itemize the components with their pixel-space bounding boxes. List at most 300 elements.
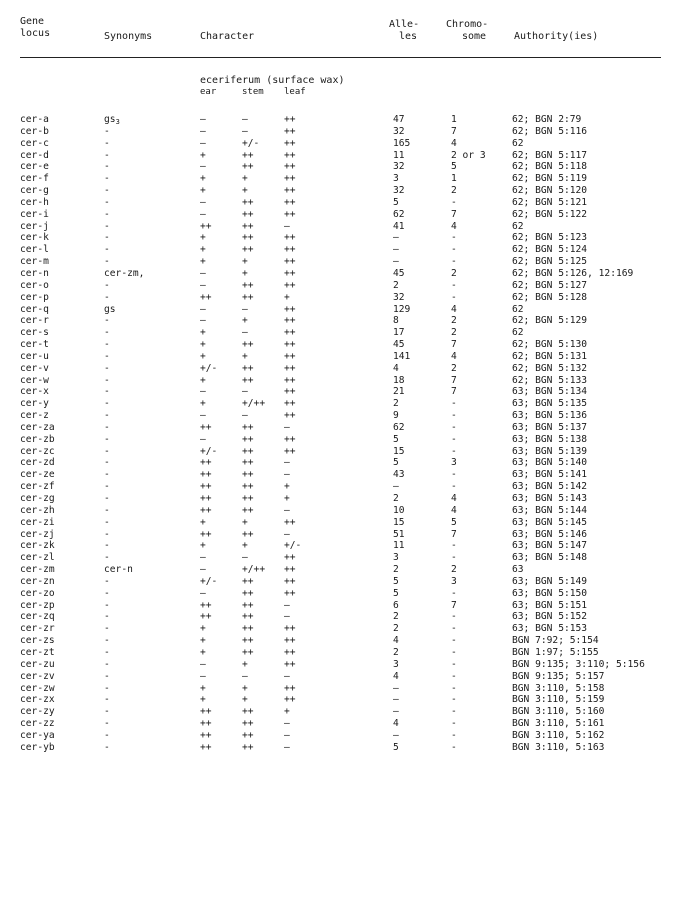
stem-cell: ++ bbox=[242, 362, 254, 374]
authority-cell: 62; BGN 5:122 bbox=[512, 208, 588, 220]
chromosome-cell: - bbox=[451, 587, 457, 599]
authority-cell: 63; BGN 5:140 bbox=[512, 457, 588, 469]
authority-cell: 63; BGN 5:137 bbox=[512, 421, 588, 433]
synonym-cell: - bbox=[104, 327, 110, 339]
leaf-cell: + bbox=[284, 706, 290, 718]
alleles-cell: 4 bbox=[393, 635, 399, 647]
leaf-cell: ++ bbox=[284, 208, 296, 220]
leaf-cell: ++ bbox=[284, 552, 296, 564]
gene-locus-cell: cer-z bbox=[20, 410, 49, 422]
stem-cell: ++ bbox=[242, 623, 254, 635]
header-alleles-line1: Alle- bbox=[389, 19, 420, 30]
stem-cell: ++ bbox=[242, 457, 254, 469]
alleles-cell: 5 bbox=[393, 741, 399, 753]
table-row bbox=[0, 327, 691, 339]
authority-cell: 62; BGN 5:133 bbox=[512, 374, 588, 386]
table-row bbox=[0, 173, 691, 185]
leaf-cell: – bbox=[284, 469, 290, 481]
authority-cell: 62; BGN 5:116 bbox=[512, 125, 588, 137]
ear-cell: + bbox=[200, 149, 206, 161]
leaf-cell: ++ bbox=[284, 161, 296, 173]
ear-cell: + bbox=[200, 350, 206, 362]
table-row bbox=[0, 138, 691, 150]
chromosome-cell: 7 bbox=[451, 339, 457, 351]
alleles-cell: 2 bbox=[393, 279, 399, 291]
authority-cell: 62; BGN 2:79 bbox=[512, 114, 582, 125]
ear-cell: – bbox=[200, 125, 206, 137]
authority-cell: 62 bbox=[512, 137, 524, 149]
leaf-cell: + bbox=[284, 481, 290, 493]
authority-cell: 62; BGN 5:125 bbox=[512, 256, 588, 268]
synonym-cell: - bbox=[104, 469, 110, 481]
alleles-cell: 141 bbox=[393, 350, 411, 362]
ear-cell: + bbox=[200, 398, 206, 410]
ear-cell: ++ bbox=[200, 729, 212, 741]
alleles-cell: 43 bbox=[393, 469, 405, 481]
alleles-cell: 18 bbox=[393, 374, 405, 386]
table-row bbox=[0, 446, 691, 458]
authority-cell: 63; BGN 5:146 bbox=[512, 528, 588, 540]
header-alleles bbox=[389, 19, 419, 42]
authority-cell: 62; BGN 5:132 bbox=[512, 362, 588, 374]
table-row bbox=[0, 185, 691, 197]
leaf-cell: ++ bbox=[284, 658, 296, 670]
table-row bbox=[0, 647, 691, 659]
ear-cell: + bbox=[200, 327, 206, 339]
leaf-cell: ++ bbox=[284, 256, 296, 268]
chromosome-cell: - bbox=[451, 196, 457, 208]
stem-cell: ++ bbox=[242, 279, 254, 291]
gene-locus-cell: cer-a bbox=[20, 114, 49, 125]
ear-cell: ++ bbox=[200, 611, 212, 623]
stem-cell: ++ bbox=[242, 149, 254, 161]
stem-cell: ++ bbox=[242, 291, 254, 303]
gene-locus-cell: cer-zm bbox=[20, 564, 55, 576]
leaf-cell: ++ bbox=[284, 694, 296, 706]
synonym-cell: - bbox=[104, 421, 110, 433]
leaf-cell: ++ bbox=[284, 646, 296, 658]
stem-cell: ++ bbox=[242, 421, 254, 433]
stem-cell: – bbox=[242, 114, 248, 125]
gene-locus-cell: cer-i bbox=[20, 208, 49, 220]
synonym-cell: - bbox=[104, 125, 110, 137]
gene-locus-cell: cer-zw bbox=[20, 682, 55, 694]
stem-cell: ++ bbox=[242, 244, 254, 256]
table-row bbox=[0, 517, 691, 529]
table-row bbox=[0, 683, 691, 695]
gene-locus-cell: cer-m bbox=[20, 256, 49, 268]
leaf-cell: – bbox=[284, 729, 290, 741]
gene-locus-cell: cer-zh bbox=[20, 504, 55, 516]
authority-cell: 63; BGN 5:150 bbox=[512, 587, 588, 599]
chromosome-cell: - bbox=[451, 445, 457, 457]
ear-cell: ++ bbox=[200, 457, 212, 469]
chromosome-cell: - bbox=[451, 670, 457, 682]
gene-locus-cell: cer-zg bbox=[20, 493, 55, 504]
synonym-cell: - bbox=[104, 457, 110, 469]
gene-locus-cell: cer-za bbox=[20, 421, 55, 433]
ear-cell: – bbox=[200, 196, 206, 208]
chromosome-cell: 1 bbox=[451, 114, 457, 125]
gene-locus-cell: cer-zq bbox=[20, 611, 55, 623]
alleles-cell: – bbox=[393, 244, 399, 256]
gene-locus-cell: cer-v bbox=[20, 362, 49, 374]
authority-cell: 63; BGN 5:143 bbox=[512, 493, 588, 504]
chromosome-cell: - bbox=[451, 706, 457, 718]
stem-cell: ++ bbox=[242, 433, 254, 445]
header-authority: Authority(ies) bbox=[514, 31, 599, 42]
table-row bbox=[0, 232, 691, 244]
ear-cell: ++ bbox=[200, 481, 212, 493]
leaf-cell: ++ bbox=[284, 315, 296, 327]
chromosome-cell: - bbox=[451, 635, 457, 647]
chromosome-cell: - bbox=[451, 718, 457, 730]
chromosome-cell: 7 bbox=[451, 374, 457, 386]
gene-locus-cell: cer-zt bbox=[20, 646, 55, 658]
subheader-leaf: leaf bbox=[284, 87, 306, 97]
alleles-cell: 21 bbox=[393, 386, 405, 398]
table-row bbox=[0, 126, 691, 138]
chromosome-cell: 4 bbox=[451, 350, 457, 362]
authority-cell: 62; BGN 5:129 bbox=[512, 315, 588, 327]
synonym-cell: - bbox=[104, 161, 110, 173]
ear-cell: – bbox=[200, 552, 206, 564]
gene-locus-cell: cer-zf bbox=[20, 481, 55, 493]
authority-cell: 62 bbox=[512, 303, 524, 315]
table-row bbox=[0, 611, 691, 623]
authority-cell: 63; BGN 5:144 bbox=[512, 504, 588, 516]
stem-cell: ++ bbox=[242, 161, 254, 173]
chromosome-cell: 3 bbox=[451, 457, 457, 469]
stem-cell: – bbox=[242, 386, 248, 398]
synonym-cell: - bbox=[104, 587, 110, 599]
gene-locus-cell: cer-zz bbox=[20, 718, 55, 730]
chromosome-cell: - bbox=[451, 398, 457, 410]
ear-cell: – bbox=[200, 670, 206, 682]
synonym-cell: gs bbox=[104, 303, 116, 315]
gene-locus-cell: cer-s bbox=[20, 327, 49, 339]
ear-cell: + bbox=[200, 244, 206, 256]
ear-cell: – bbox=[200, 315, 206, 327]
alleles-cell: 11 bbox=[393, 149, 405, 161]
leaf-cell: ++ bbox=[284, 339, 296, 351]
gene-locus-cell: cer-zd bbox=[20, 457, 55, 469]
table-row bbox=[0, 434, 691, 446]
leaf-cell: – bbox=[284, 220, 290, 232]
synonym-cell: - bbox=[104, 540, 110, 552]
gene-locus-cell: cer-zo bbox=[20, 587, 55, 599]
chromosome-cell: 4 bbox=[451, 303, 457, 315]
ear-cell: + bbox=[200, 682, 206, 694]
chromosome-cell: 5 bbox=[451, 516, 457, 528]
authority-cell: 62; BGN 5:120 bbox=[512, 185, 588, 197]
gene-locus-cell: cer-yb bbox=[20, 741, 55, 753]
gene-locus-cell: cer-zb bbox=[20, 433, 55, 445]
chromosome-cell: 4 bbox=[451, 493, 457, 504]
alleles-cell: 8 bbox=[393, 315, 399, 327]
chromosome-cell: - bbox=[451, 623, 457, 635]
table-row bbox=[0, 671, 691, 683]
gene-locus-cell: cer-f bbox=[20, 173, 49, 185]
synonym-cell: - bbox=[104, 623, 110, 635]
table-row bbox=[0, 706, 691, 718]
stem-cell: ++ bbox=[242, 635, 254, 647]
synonym-subscript: 3 bbox=[115, 118, 120, 126]
ear-cell: – bbox=[200, 114, 206, 125]
chromosome-cell: - bbox=[451, 410, 457, 422]
authority-cell: 62; BGN 5:119 bbox=[512, 173, 588, 185]
authority-cell: 63; BGN 5:151 bbox=[512, 599, 588, 611]
ear-cell: – bbox=[200, 386, 206, 398]
alleles-cell: 5 bbox=[393, 196, 399, 208]
ear-cell: – bbox=[200, 161, 206, 173]
alleles-cell: 3 bbox=[393, 552, 399, 564]
alleles-cell: 2 bbox=[393, 564, 399, 576]
alleles-cell: – bbox=[393, 706, 399, 718]
authority-cell: 63; BGN 5:148 bbox=[512, 552, 588, 564]
ear-cell: + bbox=[200, 232, 206, 244]
ear-cell: ++ bbox=[200, 493, 212, 504]
stem-cell: ++ bbox=[242, 445, 254, 457]
authority-cell: 63; BGN 5:135 bbox=[512, 398, 588, 410]
chromosome-cell: 2 bbox=[451, 267, 457, 279]
synonym-cell: - bbox=[104, 137, 110, 149]
gene-locus-cell: cer-zx bbox=[20, 694, 55, 706]
synonym-cell: - bbox=[104, 173, 110, 185]
synonym-cell: - bbox=[104, 398, 110, 410]
table-row bbox=[0, 150, 691, 162]
synonym-cell: - bbox=[104, 256, 110, 268]
table-row bbox=[0, 386, 691, 398]
authority-cell: 63; BGN 5:141 bbox=[512, 469, 588, 481]
authority-cell: BGN 1:97; 5:155 bbox=[512, 646, 599, 658]
leaf-cell: ++ bbox=[284, 149, 296, 161]
alleles-cell: 47 bbox=[393, 114, 405, 125]
leaf-cell: ++ bbox=[284, 232, 296, 244]
table-row bbox=[0, 422, 691, 434]
chromosome-cell: - bbox=[451, 729, 457, 741]
authority-cell: 63 bbox=[512, 564, 524, 576]
stem-cell: ++ bbox=[242, 528, 254, 540]
leaf-cell: ++ bbox=[284, 623, 296, 635]
authority-cell: 62; BGN 5:127 bbox=[512, 279, 588, 291]
authority-cell: 62 bbox=[512, 220, 524, 232]
table-row bbox=[0, 730, 691, 742]
chromosome-cell: - bbox=[451, 540, 457, 552]
authority-cell: BGN 3:110, 5:158 bbox=[512, 682, 605, 694]
table-row bbox=[0, 280, 691, 292]
chromosome-cell: 3 bbox=[451, 575, 457, 587]
synonym-cell: - bbox=[104, 575, 110, 587]
synonym-cell: - bbox=[104, 315, 110, 327]
leaf-cell: ++ bbox=[284, 327, 296, 339]
table-row bbox=[0, 493, 691, 505]
chromosome-cell: - bbox=[451, 433, 457, 445]
stem-cell: +/- bbox=[242, 137, 260, 149]
header-locus-line1: Gene bbox=[20, 16, 45, 27]
synonym-cell: - bbox=[104, 516, 110, 528]
gene-locus-cell: cer-k bbox=[20, 232, 49, 244]
authority-cell: 62; BGN 5:117 bbox=[512, 149, 588, 161]
alleles-cell: 17 bbox=[393, 327, 405, 339]
authority-cell: 63; BGN 5:136 bbox=[512, 410, 588, 422]
chromosome-cell: - bbox=[451, 658, 457, 670]
authority-cell: 63; BGN 5:139 bbox=[512, 445, 588, 457]
synonym-cell: - bbox=[104, 718, 110, 730]
leaf-cell: – bbox=[284, 528, 290, 540]
leaf-cell: ++ bbox=[284, 587, 296, 599]
leaf-cell: – bbox=[284, 599, 290, 611]
gene-locus-cell: cer-d bbox=[20, 149, 49, 161]
leaf-cell: – bbox=[284, 611, 290, 623]
synonym-cell: - bbox=[104, 481, 110, 493]
alleles-cell: 2 bbox=[393, 646, 399, 658]
ear-cell: ++ bbox=[200, 504, 212, 516]
synonym-cell: cer-zm, bbox=[104, 267, 145, 279]
leaf-cell: ++ bbox=[284, 350, 296, 362]
chromosome-cell: 2 bbox=[451, 564, 457, 576]
authority-cell: 63; BGN 5:134 bbox=[512, 386, 588, 398]
table-row bbox=[0, 623, 691, 635]
gene-locus-cell: cer-zy bbox=[20, 706, 55, 718]
chromosome-cell: 2 bbox=[451, 362, 457, 374]
ear-cell: + bbox=[200, 173, 206, 185]
gene-locus-cell: cer-l bbox=[20, 244, 49, 256]
leaf-cell: ++ bbox=[284, 125, 296, 137]
stem-cell: – bbox=[242, 125, 248, 137]
subheader-ear: ear bbox=[200, 87, 217, 97]
authority-cell: 62; BGN 5:123 bbox=[512, 232, 588, 244]
chromosome-cell: - bbox=[451, 481, 457, 493]
alleles-cell: 45 bbox=[393, 339, 405, 351]
chromosome-cell: - bbox=[451, 611, 457, 623]
alleles-cell: 6 bbox=[393, 599, 399, 611]
ear-cell: + bbox=[200, 694, 206, 706]
group-title: eceriferum (surface wax) bbox=[200, 75, 345, 86]
stem-cell: ++ bbox=[242, 374, 254, 386]
synonym-cell: - bbox=[104, 706, 110, 718]
synonym-cell: - bbox=[104, 149, 110, 161]
alleles-cell: 2 bbox=[393, 611, 399, 623]
gene-locus-cell: cer-b bbox=[20, 125, 49, 137]
chromosome-cell: - bbox=[451, 421, 457, 433]
synonym-cell: - bbox=[104, 682, 110, 694]
gene-locus-cell: cer-h bbox=[20, 196, 49, 208]
table-row bbox=[0, 718, 691, 730]
table-row bbox=[0, 398, 691, 410]
alleles-cell: 5 bbox=[393, 457, 399, 469]
stem-cell: ++ bbox=[242, 706, 254, 718]
synonym-cell: - bbox=[104, 646, 110, 658]
authority-cell: 62; BGN 5:118 bbox=[512, 161, 588, 173]
chromosome-cell: 7 bbox=[451, 528, 457, 540]
authority-cell: 62; BGN 5:124 bbox=[512, 244, 588, 256]
leaf-cell: ++ bbox=[284, 635, 296, 647]
chromosome-cell: - bbox=[451, 291, 457, 303]
gene-locus-cell: cer-q bbox=[20, 303, 49, 315]
table-row bbox=[0, 505, 691, 517]
leaf-cell: ++ bbox=[284, 410, 296, 422]
alleles-cell: 32 bbox=[393, 161, 405, 173]
alleles-cell: 15 bbox=[393, 516, 405, 528]
ear-cell: + bbox=[200, 623, 206, 635]
gene-locus-cell: cer-j bbox=[20, 220, 49, 232]
alleles-cell: 32 bbox=[393, 125, 405, 137]
chromosome-cell: 5 bbox=[451, 161, 457, 173]
alleles-cell: 2 bbox=[393, 623, 399, 635]
alleles-cell: 4 bbox=[393, 670, 399, 682]
stem-cell: ++ bbox=[242, 493, 254, 504]
gene-locus-cell: cer-zs bbox=[20, 635, 55, 647]
ear-cell: – bbox=[200, 587, 206, 599]
gene-locus-cell: cer-ze bbox=[20, 469, 55, 481]
stem-cell: + bbox=[242, 540, 248, 552]
stem-cell: + bbox=[242, 173, 248, 185]
alleles-cell: 3 bbox=[393, 173, 399, 185]
subheader-stem: stem bbox=[242, 87, 264, 97]
alleles-cell: – bbox=[393, 256, 399, 268]
alleles-cell: 32 bbox=[393, 291, 405, 303]
leaf-cell: ++ bbox=[284, 244, 296, 256]
stem-cell: ++ bbox=[242, 611, 254, 623]
alleles-cell: 165 bbox=[393, 137, 411, 149]
table-row bbox=[0, 304, 691, 316]
leaf-cell: + bbox=[284, 291, 290, 303]
chromosome-cell: - bbox=[451, 232, 457, 244]
gene-locus-cell: cer-zu bbox=[20, 658, 55, 670]
synonym-cell: - bbox=[104, 291, 110, 303]
synonym-cell: - bbox=[104, 729, 110, 741]
chromosome-cell: - bbox=[451, 256, 457, 268]
leaf-cell: +/- bbox=[284, 540, 302, 552]
chromosome-cell: 2 bbox=[451, 185, 457, 197]
header-chromosome bbox=[446, 19, 488, 42]
synonym-cell: - bbox=[104, 635, 110, 647]
gene-table-body bbox=[0, 114, 691, 754]
ear-cell: – bbox=[200, 279, 206, 291]
table-row bbox=[0, 588, 691, 600]
stem-cell: + bbox=[242, 315, 248, 327]
ear-cell: ++ bbox=[200, 706, 212, 718]
table-row bbox=[0, 221, 691, 233]
leaf-cell: – bbox=[284, 670, 290, 682]
table-row bbox=[0, 457, 691, 469]
synonym-cell: - bbox=[104, 658, 110, 670]
ear-cell: – bbox=[200, 564, 206, 576]
authority-cell: BGN 3:110, 5:161 bbox=[512, 718, 605, 730]
table-row bbox=[0, 659, 691, 671]
alleles-cell: 41 bbox=[393, 220, 405, 232]
stem-cell: ++ bbox=[242, 208, 254, 220]
stem-cell: ++ bbox=[242, 729, 254, 741]
table-row bbox=[0, 292, 691, 304]
gene-locus-cell: cer-o bbox=[20, 279, 49, 291]
table-row bbox=[0, 339, 691, 351]
chromosome-cell: - bbox=[451, 279, 457, 291]
synonym-cell: - bbox=[104, 208, 110, 220]
ear-cell: + bbox=[200, 374, 206, 386]
ear-cell: ++ bbox=[200, 599, 212, 611]
alleles-cell: – bbox=[393, 232, 399, 244]
ear-cell: ++ bbox=[200, 220, 212, 232]
synonym-cell: - bbox=[104, 493, 110, 504]
leaf-cell: ++ bbox=[284, 564, 296, 576]
chromosome-cell: 2 bbox=[451, 315, 457, 327]
ear-cell: ++ bbox=[200, 718, 212, 730]
header-alleles-line2: les bbox=[399, 30, 418, 42]
alleles-cell: 62 bbox=[393, 208, 405, 220]
leaf-cell: ++ bbox=[284, 267, 296, 279]
